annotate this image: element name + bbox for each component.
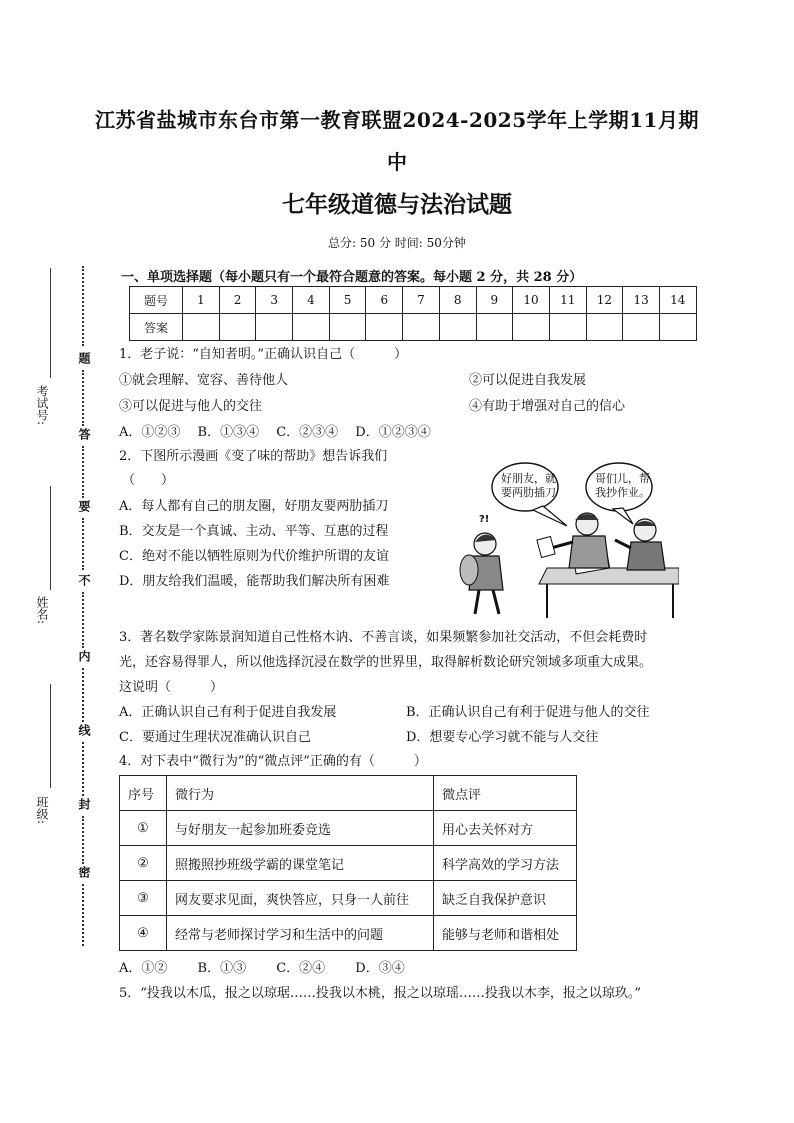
cartoon-exclaim: ?!	[479, 514, 490, 525]
col-header: 微点评	[434, 776, 577, 811]
question-number: 11	[549, 287, 586, 314]
bubble-left-line1: 好朋友，就	[501, 472, 556, 485]
seal-dots	[82, 592, 84, 648]
seal-char-2: 答	[77, 428, 91, 440]
answer-cell[interactable]	[366, 314, 403, 341]
answer-cell[interactable]	[439, 314, 476, 341]
seal-char-7: 封	[77, 798, 91, 810]
q1-option-2: ②可以促进自我发展	[469, 373, 587, 388]
q1-option-4: ④有助于增强对自己的信心	[469, 399, 626, 414]
table-row	[120, 846, 577, 881]
seal-char-1: 题	[77, 352, 91, 364]
table-row	[120, 916, 577, 951]
q3-option-b: B．正确认识自己有利于促进与他人的交往	[406, 705, 650, 720]
row-behavior: 网友要求见面，爽快答应，只身一人前往	[167, 881, 434, 916]
row-behavior: 照搬照抄班级学霸的课堂笔记	[167, 846, 434, 881]
question-number: 14	[659, 287, 696, 314]
q3-line2: 光，还容易得罪人，所以他选择沉浸在数学的世界里，取得解析数论研究领域多项重大成果。	[119, 655, 653, 670]
table-row	[120, 811, 577, 846]
answer-table	[129, 286, 697, 341]
q4-table	[119, 775, 577, 951]
q2-stem: 2．下图所示漫画《变了味的帮助》想告诉我们	[119, 449, 388, 464]
answer-cell[interactable]	[586, 314, 623, 341]
seal-dots	[82, 816, 84, 864]
exam-title-line1: 江苏省盐城市东台市第一教育联盟2024-2025学年上学期11月期	[95, 108, 699, 132]
class-line	[50, 684, 51, 788]
answer-cell[interactable]	[256, 314, 293, 341]
seal-char-6: 线	[77, 724, 91, 736]
bubble-left-line2: 要两肋插刀	[501, 486, 556, 499]
answer-table-label: 题号	[130, 287, 183, 314]
answer-cell[interactable]	[329, 314, 366, 341]
row-comment: 缺乏自我保护意识	[434, 881, 577, 916]
question-number: 3	[256, 287, 293, 314]
question-number: 10	[513, 287, 550, 314]
label-name: 姓名:	[35, 596, 49, 625]
name-line	[50, 486, 51, 590]
seal-dots	[82, 370, 84, 426]
q4-choices: A．①② B．①③ C．②④ D．③④	[119, 961, 405, 976]
q3-line3: 这说明（ ）	[119, 680, 224, 695]
question-number: 8	[439, 287, 476, 314]
seal-char-3: 要	[77, 500, 91, 512]
seal-dots	[82, 668, 84, 722]
q1-stem: 1．老子说：“自知者明。”正确认识自己（ ）	[119, 347, 408, 362]
question-number: 1	[183, 287, 220, 314]
q4-table-header	[120, 776, 577, 811]
label-exam-no: 考试号:	[35, 385, 49, 426]
seal-char-4: 不	[77, 574, 91, 586]
answer-cell[interactable]	[293, 314, 330, 341]
section-heading: 一、单项选择题（每小题只有一个最符合题意的答案。每小题 2 分，共 28 分）	[121, 270, 583, 285]
exam-subtitle: 七年级道德与法治试题	[282, 191, 512, 218]
question-number: 9	[476, 287, 513, 314]
seal-dots	[82, 884, 84, 946]
q2-option-d: D．朋友给我们温暖，能帮助我们解决所有困难	[119, 574, 390, 589]
question-number: 5	[329, 287, 366, 314]
answer-table-number-row	[130, 287, 697, 314]
q3-option-a: A．正确认识自己有利于促进自我发展	[119, 705, 337, 720]
exam-no-line	[50, 268, 51, 378]
exam-title-line2: 中	[387, 150, 407, 174]
row-behavior: 经常与老师探讨学习和生活中的问题	[167, 916, 434, 951]
seal-dots	[82, 742, 84, 796]
q3-line1: 3．著名数学家陈景润知道自己性格木讷、不善言谈，如果频繁参加社交活动，不但会耗费时	[119, 630, 648, 645]
answer-cell[interactable]	[183, 314, 220, 341]
answer-cell[interactable]	[623, 314, 660, 341]
q3-option-d: D．想要专心学习就不能与人交往	[406, 730, 599, 745]
q5-stem: 5．“投我以木瓜，报之以琼琚……投我以木桃，报之以琼瑶……投我以木李，报之以琼玖。”	[119, 986, 642, 1001]
row-index: ④	[120, 916, 167, 951]
bubble-right-line2: 我抄作业。	[595, 486, 650, 499]
answer-table-answer-row	[130, 314, 697, 341]
q3-option-c: C．要通过生理状况准确认识自己	[119, 730, 311, 745]
exam-meta: 总分: 50 分 时间: 50分钟	[328, 236, 466, 250]
q2-cartoon	[455, 458, 679, 618]
table-row	[120, 881, 577, 916]
row-index: ①	[120, 811, 167, 846]
row-comment: 能够与老师和谐相处	[434, 916, 577, 951]
question-number: 2	[219, 287, 256, 314]
seal-char-5: 内	[77, 650, 91, 662]
q1-option-3: ③可以促进与他人的交往	[119, 399, 263, 414]
seal-dots	[82, 266, 84, 346]
row-comment: 科学高效的学习方法	[434, 846, 577, 881]
row-index: ②	[120, 846, 167, 881]
row-behavior: 与好朋友一起参加班委竞选	[167, 811, 434, 846]
answer-cell[interactable]	[476, 314, 513, 341]
question-number: 13	[623, 287, 660, 314]
q4-stem: 4．对下表中“微行为”的“微点评”正确的有（ ）	[119, 754, 427, 769]
question-number: 7	[403, 287, 440, 314]
col-header: 微行为	[167, 776, 434, 811]
question-number: 4	[293, 287, 330, 314]
row-comment: 用心去关怀对方	[434, 811, 577, 846]
seal-char-8: 密	[77, 866, 91, 878]
answer-cell[interactable]	[549, 314, 586, 341]
q1-choices: A．①②③ B．①③④ C．②③④ D．①②③④	[119, 425, 431, 440]
row-index: ③	[120, 881, 167, 916]
col-header: 序号	[120, 776, 167, 811]
label-class: 班级:	[35, 796, 49, 825]
q2-option-a: A．每人都有自己的朋友圈，好朋友要两肋插刀	[119, 499, 389, 514]
question-number: 12	[586, 287, 623, 314]
answer-cell[interactable]	[513, 314, 550, 341]
seal-dots	[82, 446, 84, 498]
bubble-right-line1: 哥们儿，帮	[595, 472, 650, 485]
q1-option-1: ①就会理解、宽容、善待他人	[119, 373, 289, 388]
q2-option-b: B．交友是一个真诚、主动、平等、互惠的过程	[119, 524, 389, 539]
answer-cell[interactable]	[403, 314, 440, 341]
seal-dots	[82, 518, 84, 570]
answer-cell[interactable]	[659, 314, 696, 341]
q2-option-c: C．绝对不能以牺牲原则为代价维护所谓的友谊	[119, 549, 389, 564]
answer-cell[interactable]	[219, 314, 256, 341]
answer-row-label: 答案	[130, 314, 183, 341]
q2-paren: （ ）	[122, 473, 175, 488]
question-number: 6	[366, 287, 403, 314]
